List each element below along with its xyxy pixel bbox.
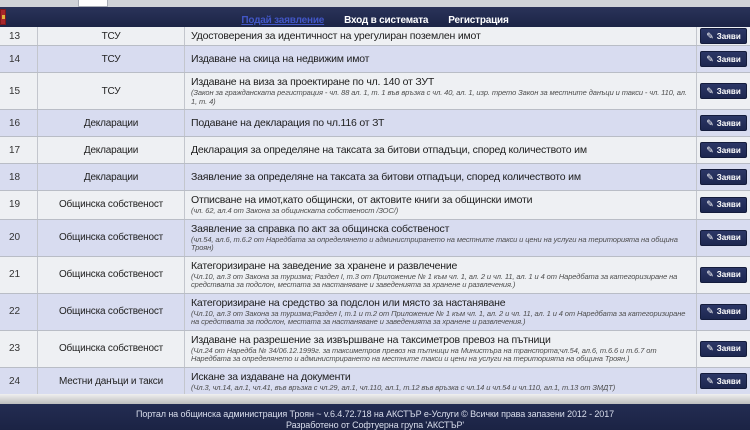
table-row [0,191,750,220]
nav-link-registration[interactable]: Регистрация [448,15,509,26]
service-title: Подаване на декларация по чл.116 от ЗТ [191,117,385,129]
pencil-icon: ✎ [706,30,714,41]
apply-button[interactable] [700,115,747,131]
row-action-cell [697,110,750,136]
row-action-cell [697,220,750,256]
row-action-cell [697,73,750,109]
apply-button-label: Заяви [716,172,741,182]
pencil-icon: ✎ [706,306,714,316]
row-number: 18 [0,164,38,190]
row-action-cell [697,368,750,396]
row-action-cell [697,257,750,293]
apply-button[interactable] [700,373,747,389]
service-legal-basis: (Чл.10, ал.3 от Закона за туризма;Раздел I, т.1 и т.2 от Приложение № 1 към чл. 1, ал. 2 и чл. 11, ал. 1 и 4 от Наредбата за категоризиране на средствата за подслон, местата за настаняване и заведенията за хранене и развлечения.) [191,308,686,326]
row-action-cell [697,331,750,367]
service-title: Издаване на разрешение за извършване на таксиметров превоз на пътници [191,333,551,346]
row-category: ТСУ [38,27,185,45]
row-description [185,46,697,72]
apply-button-label: Заяви [716,376,741,386]
services-table [0,27,750,396]
service-title: Удостоверения за идентичност на урегулиран поземлен имот [191,30,481,42]
row-category: Декларации [38,110,185,136]
pencil-icon: ✎ [706,171,714,182]
row-number: 23 [0,331,38,367]
pencil-icon: ✎ [706,269,714,279]
row-description [185,27,697,45]
apply-button[interactable] [700,28,747,44]
row-category: Общинска собственост [38,294,185,330]
row-category: Общинска собственост [38,191,185,219]
row-action-cell [697,27,750,45]
apply-button-label: Заяви [716,31,741,41]
row-category: Общинска собственост [38,220,185,256]
row-action-cell [697,191,750,219]
row-description [185,73,697,109]
apply-button-label: Заяви [716,118,741,128]
table-row [0,27,750,46]
table-row [0,137,750,164]
service-title: Издаване на виза за проектиране по чл. 140 от ЗУТ [191,76,435,88]
row-description [185,294,697,330]
row-number: 13 [0,27,38,45]
top-page-strip [0,0,750,7]
table-row [0,220,750,257]
service-title: Категоризиране на средство за подслон или място за настаняване [191,296,506,309]
apply-button[interactable] [700,341,747,357]
service-title: Заявление за справка по акт за общинска собственост [191,222,450,235]
row-action-cell [697,164,750,190]
pencil-icon: ✎ [706,85,714,96]
row-number: 20 [0,220,38,256]
apply-button[interactable] [700,230,747,246]
row-number: 15 [0,73,38,109]
row-description [185,220,697,256]
table-row [0,331,750,368]
pencil-icon: ✎ [706,53,714,64]
apply-button[interactable] [700,197,747,213]
apply-button[interactable] [700,169,747,185]
service-title: Заявление за определяне на таксата за битови отпадъци, според количеството им [191,171,581,183]
nav-link-submit-application[interactable]: Подай заявление [241,15,325,26]
apply-button-label: Заяви [716,307,741,316]
service-legal-basis: (чл. 62, ал.4 от Закона за общинската собственост /ЗОС/) [191,206,399,215]
main-nav [0,15,750,26]
row-description [185,331,697,367]
row-category: ТСУ [38,73,185,109]
row-description [185,137,697,163]
service-legal-basis: (чл.54, ал.6, т.6.2 от Наредбата за определянето и администрирането на местните такси и цени на услуги на територията на община Троян) [191,234,678,252]
service-legal-basis: (Закон за гражданската регистрация - чл. 88 ал. 1, т. 1 във връзка с чл. 40, ал. 1, изр. трето Закон за местните данъци и такси - чл. 110, ал. 1, т. 4) [191,88,687,106]
table-row [0,294,750,331]
row-number: 14 [0,46,38,72]
footer-developer-text: Разработено от Софтуерна група 'АКСТЪР' [285,420,465,430]
row-action-cell [697,46,750,72]
table-row [0,164,750,191]
main-nav-bar [0,7,750,27]
row-number: 19 [0,191,38,219]
footer-portal-text: Портал на общинска администрация Троян ~ v.6.4.72.718 на АКСТЪР е-Услуги © Всички права запазени 2012 - 2017 [135,409,615,419]
row-number: 17 [0,137,38,163]
top-strip-box [78,0,108,7]
service-title: Декларация за определяне на таксата за битови отпадъци, според количеството им [191,144,587,156]
row-category: Декларации [38,137,185,163]
row-number: 22 [0,294,38,330]
row-category: Общинска собственост [38,257,185,293]
table-row [0,368,750,397]
table-row [0,257,750,294]
apply-button-label: Заяви [716,270,741,279]
apply-button-label: Заяви [716,86,741,96]
service-title: Издаване на скица на недвижим имот [191,53,370,65]
apply-button-label: Заяви [716,344,741,353]
service-title: Отписване на имот,като общински, от актовите книги за общински имоти [191,194,533,206]
service-title: Искане за издаване на документи [191,370,351,383]
pencil-icon: ✎ [706,199,714,210]
pencil-icon: ✎ [706,343,714,353]
apply-button[interactable] [700,83,747,99]
footer [0,404,750,430]
row-number: 21 [0,257,38,293]
apply-button[interactable] [700,304,747,320]
apply-button-label: Заяви [716,233,741,242]
table-row [0,110,750,137]
apply-button[interactable] [700,51,747,67]
pencil-icon: ✎ [706,144,714,155]
service-legal-basis: (Чл.10, ал.3 от Закона за туризма; Раздел I, т.3 от Приложение № 1 към чл. 1, ал. 2 и чл. 11, ал. 1 и 4 от Наредбата за категоризиране на средствата за подслон, местата за настаняване и заведенията за хранене и развлечения.) [191,271,678,289]
apply-button-label: Заяви [716,200,741,210]
row-description [185,191,697,219]
row-action-cell [697,294,750,330]
row-category: Декларации [38,164,185,190]
service-legal-basis: (Чл.3, чл.14, ал.1, чл.41, във връзка с чл.29, ал.1, чл.110, ал.1, т.12 във връзка с чл.14 и чл.54 и чл.110, ал.1, т.13 от ЗМДТ) [191,382,616,392]
apply-button[interactable] [700,267,747,283]
row-number: 16 [0,110,38,136]
service-legal-basis: (Чл.24 от Наредба № 34/06.12.1999г. за таксиметров превоз на пътници на Министъра на транспорта;чл.54, ал.6, т.6.6 и т.6.7 от Наредбата за определянето и администрирането на местните такси и цени на услуги на територията на община Троян.) [191,345,657,363]
row-category: ТСУ [38,46,185,72]
apply-button-label: Заяви [716,54,741,64]
row-action-cell [697,137,750,163]
pencil-icon: ✎ [706,232,714,242]
nav-link-login[interactable]: Вход в системата [344,15,429,26]
row-category: Общинска собственост [38,331,185,367]
table-row [0,46,750,73]
row-number: 24 [0,368,38,396]
row-description [185,368,697,396]
pencil-icon: ✎ [706,375,714,386]
row-category: Местни данъци и такси [38,368,185,396]
pencil-icon: ✎ [706,117,714,128]
table-row [0,73,750,110]
apply-button[interactable] [700,142,747,158]
row-description [185,164,697,190]
service-title: Категоризиране на заведение за хранене и развлечение [191,259,458,272]
row-description [185,257,697,293]
row-description [185,110,697,136]
apply-button-label: Заяви [716,145,741,155]
